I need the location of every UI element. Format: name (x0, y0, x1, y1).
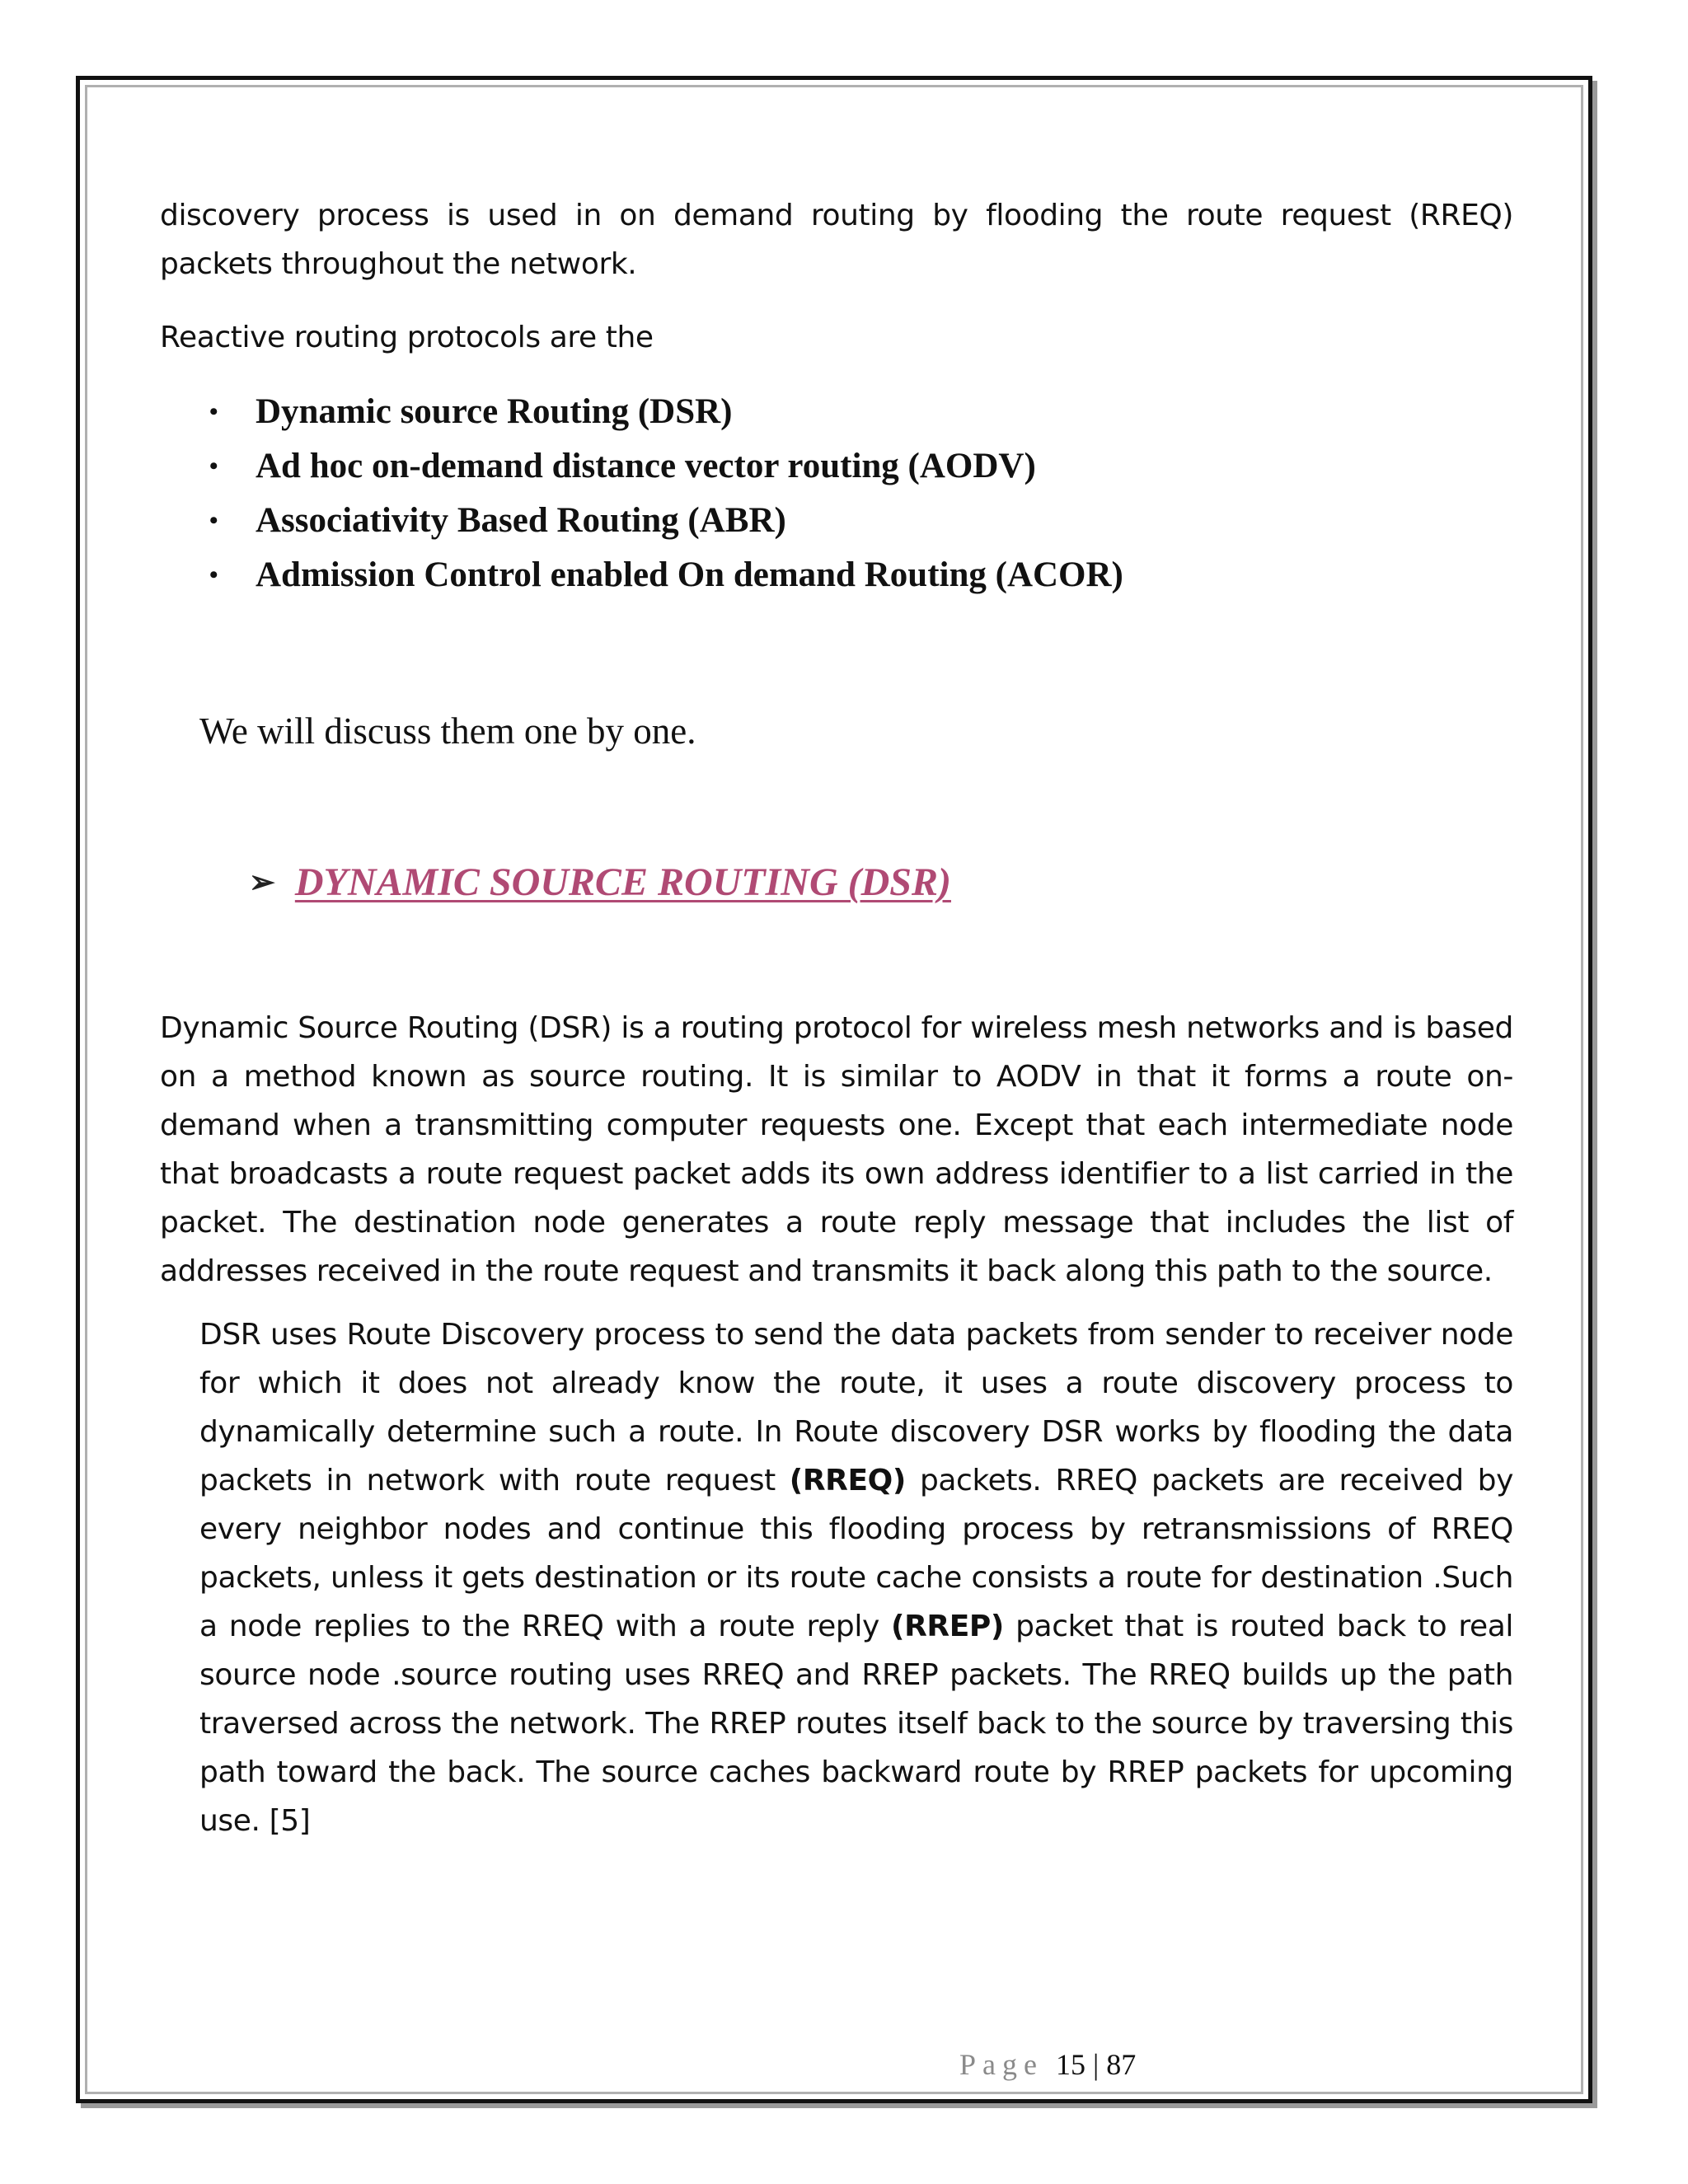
protocol-label: Ad hoc on-demand distance vector routing (AODV) (256, 447, 1036, 485)
dsr-route-discovery-paragraph (160, 1310, 1513, 1845)
text-run: packets. RREQ packets are received by every neighbor nodes and continue this flooding process by retransmissions of RREQ packets, unless it gets destination or its route cache consists a route for destination .Such a node replies to the RREQ with a route reply (199, 1464, 1514, 1643)
protocol-label: Admission Control enabled On demand Routing (ACOR) (256, 555, 1123, 594)
protocol-label: Dynamic source Routing (DSR) (256, 392, 733, 431)
section-heading (249, 860, 1513, 905)
section-heading-text: DYNAMIC SOURCE ROUTING (DSR) (294, 860, 951, 904)
bold-term-rreq: (RREQ) (789, 1464, 906, 1497)
discuss-text: We will discuss them one by one. (199, 710, 696, 752)
page-number: 15 | 87 (1055, 2048, 1137, 2081)
list-item (209, 494, 1513, 548)
list-item (209, 439, 1513, 494)
intro-paragraph: discovery process is used in on demand routing by flooding the route request (RREQ) packets throughout the network. (160, 199, 1513, 281)
list-item (209, 385, 1513, 439)
text-run: DSR uses Route Discovery process to send the data packets from sender to receiver node for which it does not already know the route, it uses a route discovery process to dynamically determine such a route. In Route discovery DSR works by flooding the data packets in network with route request (199, 1318, 1513, 1497)
page-footer (959, 2047, 1136, 2082)
page-content (160, 191, 1513, 1845)
bold-term-rrep: (RREP) (891, 1610, 1004, 1643)
bullet-icon: • (209, 452, 218, 480)
bullet-icon: • (209, 507, 218, 534)
page-label: Page (959, 2048, 1043, 2081)
dsr-description-paragraph: Dynamic Source Routing (DSR) is a routing protocol for wireless mesh networks and is based on a method known as source routing. It is similar to AODV in that it forms a route on-demand when a transmitting computer requests one. Except that each intermediate node that broadcasts a route request packet adds its own address identifier to a list carried in the packet. The destination node generates a route reply message that includes the list of addresses received in the route request and transmits it back along this path to the source. (160, 1011, 1513, 1288)
list-item (209, 548, 1513, 602)
bullet-icon: • (209, 398, 218, 425)
arrow-bullet-icon: ➢ (249, 865, 275, 900)
bullet-icon: • (209, 561, 218, 588)
protocol-label: Associativity Based Routing (ABR) (256, 501, 786, 540)
reactive-intro-paragraph: Reactive routing protocols are the (160, 321, 654, 354)
text-run: packet that is routed back to real source node .source routing uses RREQ and RREP packets. The RREQ builds up the path traversed across the network. The RREP routes itself back to the source by traversing this path toward the back. The source caches backward route by RREP packets for upcoming use. [5] (199, 1610, 1513, 1838)
protocol-list (160, 385, 1513, 602)
